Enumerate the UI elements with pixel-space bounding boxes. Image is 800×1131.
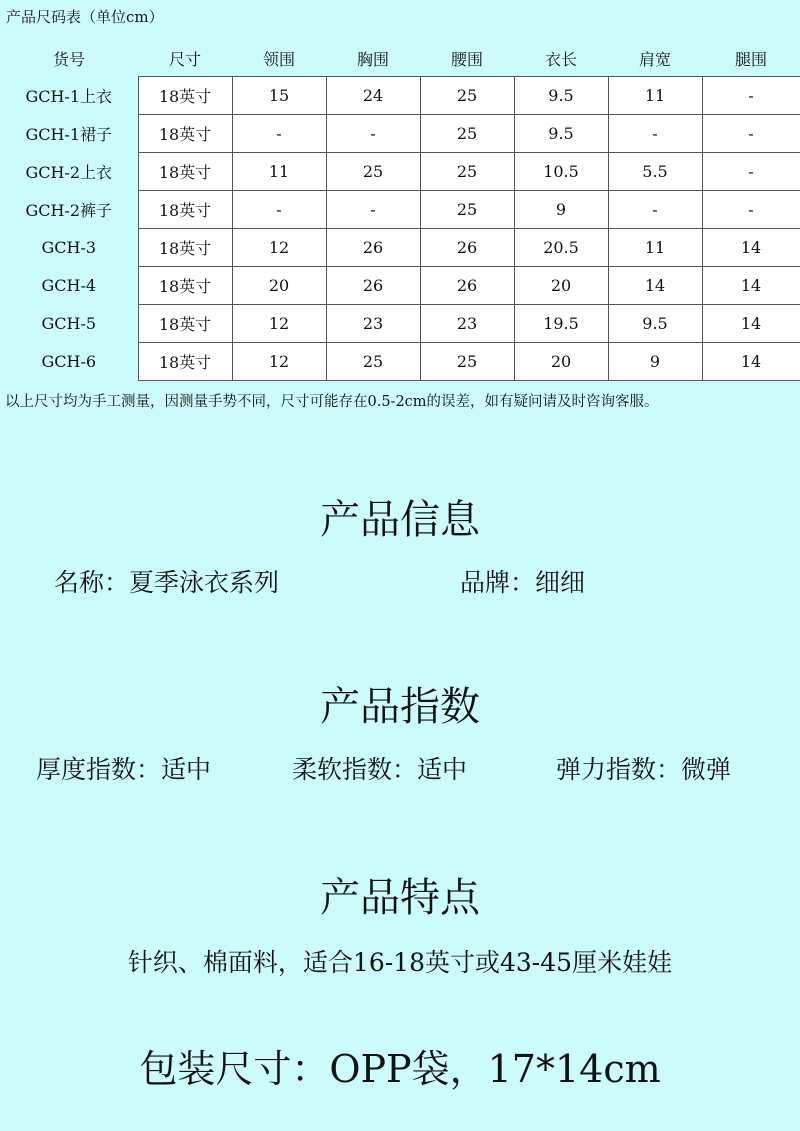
table-cell: 18英寸 — [138, 343, 232, 381]
table-cell: 12 — [232, 305, 326, 343]
table-row — [0, 305, 800, 343]
product-name: 名称：夏季泳衣系列 — [54, 568, 280, 597]
table-cell: - — [702, 115, 800, 153]
table-row — [0, 191, 800, 229]
header-shoulder: 肩宽 — [638, 49, 671, 69]
table-cell: 12 — [232, 343, 326, 381]
table-cell: 26 — [326, 267, 420, 305]
item-code-cell: GCH-3 — [41, 238, 97, 257]
table-row — [0, 229, 800, 267]
product-info-title: 产品信息 — [320, 497, 480, 543]
table-cell: 14 — [702, 343, 800, 381]
table-cell: - — [702, 191, 800, 229]
table-row — [0, 115, 800, 153]
table-cell: 18英寸 — [138, 77, 232, 115]
table-row — [0, 343, 800, 381]
table-cell: 14 — [702, 229, 800, 267]
table-cell: - — [232, 115, 326, 153]
table-cell: 18英寸 — [138, 191, 232, 229]
header-length: 衣长 — [544, 49, 577, 69]
table-cell: 18英寸 — [138, 305, 232, 343]
table-cell: 25 — [420, 153, 514, 191]
size-table — [0, 40, 800, 381]
table-cell: 25 — [420, 343, 514, 381]
table-cell: 24 — [326, 77, 420, 115]
elasticity-index: 弹力指数：微弹 — [556, 755, 732, 784]
measurement-note: 以上尺寸均为手工测量，因测量手势不同，尺寸可能存在0.5-2cm的误差，如有疑问请及时咨询客服。 — [5, 394, 659, 410]
header-size: 尺寸 — [168, 49, 201, 69]
table-cell: - — [608, 191, 702, 229]
product-index-title: 产品指数 — [320, 684, 480, 730]
table-cell: 19.5 — [514, 305, 608, 343]
table-cell: - — [702, 77, 800, 115]
product-features-text: 针织、棉面料，适合16-18英寸或43-45厘米娃娃 — [127, 948, 673, 977]
table-row — [0, 153, 800, 191]
header-leg: 腿围 — [734, 49, 767, 69]
softness-index: 柔软指数：适中 — [292, 755, 468, 784]
table-cell: - — [326, 191, 420, 229]
product-features-title: 产品特点 — [320, 875, 480, 921]
item-code-cell: GCH-2裤子 — [25, 201, 113, 220]
item-code-cell: GCH-6 — [41, 352, 97, 371]
package-size: 包装尺寸：OPP袋，17*14cm — [139, 1047, 661, 1091]
table-cell: 18英寸 — [138, 153, 232, 191]
table-cell: - — [232, 191, 326, 229]
table-cell: 25 — [420, 77, 514, 115]
table-cell: 9.5 — [514, 77, 608, 115]
table-cell: 20 — [514, 343, 608, 381]
item-code-cell: GCH-1上衣 — [25, 87, 113, 106]
table-cell: 15 — [232, 77, 326, 115]
table-cell: - — [702, 153, 800, 191]
item-code-cell: GCH-5 — [41, 314, 97, 333]
table-row — [0, 77, 800, 115]
table-cell: - — [608, 115, 702, 153]
table-cell: 9 — [608, 343, 702, 381]
table-cell: 11 — [608, 229, 702, 267]
table-cell: 26 — [326, 229, 420, 267]
product-brand: 品牌：细细 — [460, 568, 586, 597]
table-cell: 26 — [420, 267, 514, 305]
table-cell: - — [326, 115, 420, 153]
header-waist: 腰围 — [450, 49, 483, 69]
size-table-caption: 产品尺码表（单位cm） — [6, 8, 164, 26]
header-item-code: 货号 — [52, 49, 85, 69]
thickness-index: 厚度指数：适中 — [36, 755, 212, 784]
table-cell: 20 — [514, 267, 608, 305]
table-cell: 23 — [420, 305, 514, 343]
table-cell: 20.5 — [514, 229, 608, 267]
header-neck: 领围 — [262, 49, 295, 69]
table-cell: 9.5 — [608, 305, 702, 343]
table-cell: 26 — [420, 229, 514, 267]
table-cell: 25 — [420, 115, 514, 153]
table-cell: 25 — [326, 343, 420, 381]
table-header-row — [0, 40, 800, 77]
item-code-cell: GCH-4 — [41, 276, 97, 295]
table-cell: 14 — [702, 305, 800, 343]
table-row — [0, 267, 800, 305]
header-chest: 胸围 — [356, 49, 389, 69]
table-cell: 12 — [232, 229, 326, 267]
table-cell: 23 — [326, 305, 420, 343]
item-code-cell: GCH-1裙子 — [25, 125, 113, 144]
table-cell: 14 — [702, 267, 800, 305]
table-cell: 18英寸 — [138, 267, 232, 305]
table-cell: 25 — [420, 191, 514, 229]
table-cell: 9.5 — [514, 115, 608, 153]
table-cell: 18英寸 — [138, 115, 232, 153]
table-cell: 20 — [232, 267, 326, 305]
table-cell: 25 — [326, 153, 420, 191]
table-cell: 14 — [608, 267, 702, 305]
item-code-cell: GCH-2上衣 — [25, 163, 113, 182]
table-cell: 10.5 — [514, 153, 608, 191]
table-cell: 5.5 — [608, 153, 702, 191]
table-cell: 11 — [608, 77, 702, 115]
table-cell: 18英寸 — [138, 229, 232, 267]
table-cell: 9 — [514, 191, 608, 229]
table-cell: 11 — [232, 153, 326, 191]
